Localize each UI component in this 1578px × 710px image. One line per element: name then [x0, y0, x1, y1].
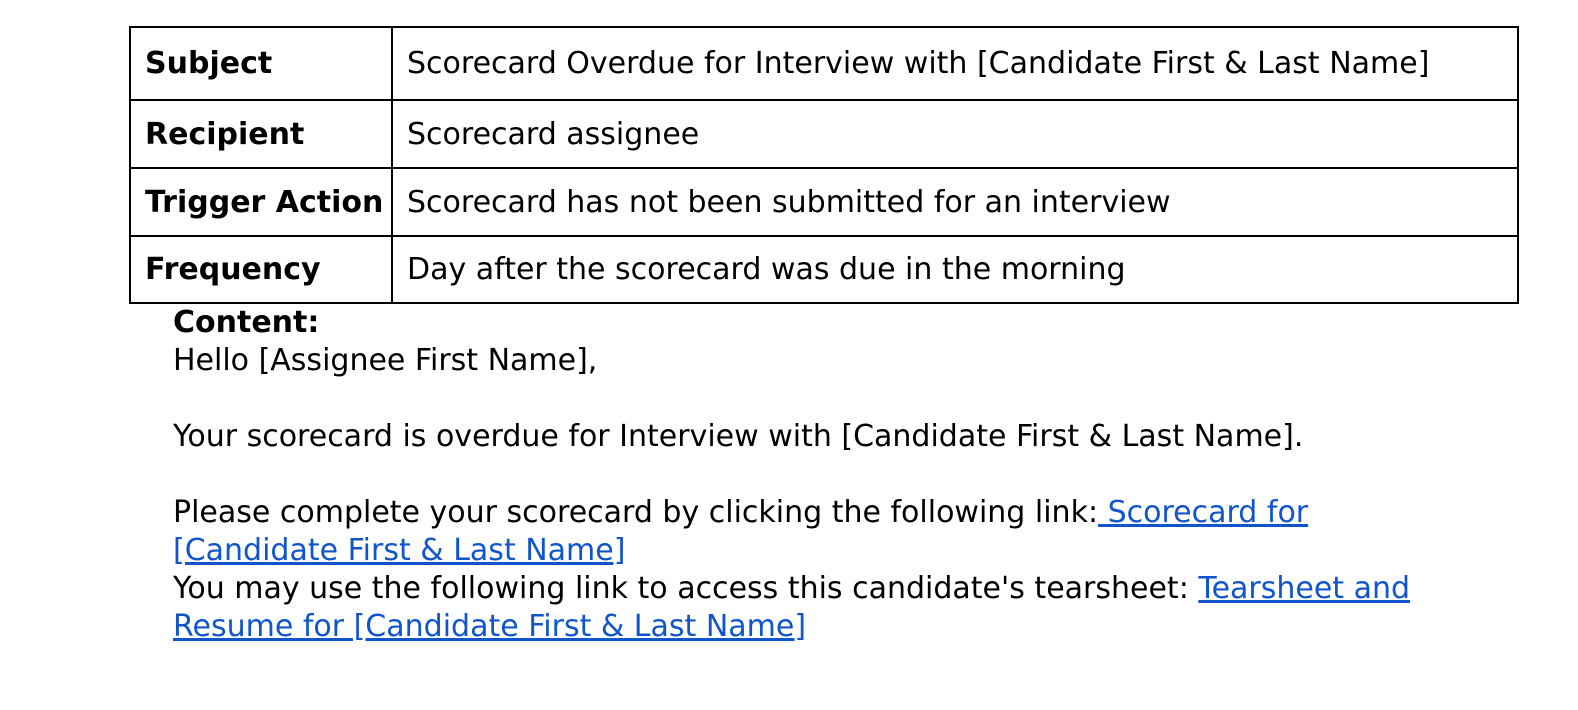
row-value-trigger-action: Scorecard has not been submitted for an interview [392, 168, 1518, 236]
scorecard-link-line2[interactable]: [Candidate First & Last Name] [173, 533, 626, 568]
table-row-trigger-action [130, 168, 1518, 236]
table-row-recipient [130, 100, 1518, 168]
blank-line [173, 456, 1513, 494]
row-label-frequency: Frequency [130, 236, 392, 303]
row-value-frequency: Day after the scorecard was due in the morning [392, 236, 1518, 303]
content-label: Content: [173, 305, 320, 340]
email-content [173, 304, 1513, 646]
overdue-text: Your scorecard is overdue for Interview with [Candidate First & Last Name]. [173, 419, 1304, 454]
row-value-recipient: Scorecard assignee [392, 100, 1518, 168]
row-label-subject: Subject [130, 27, 392, 100]
email-spec-table [129, 26, 1519, 304]
table-row-frequency [130, 236, 1518, 303]
blank-line [173, 380, 1513, 418]
tearsheet-link-line1[interactable]: Tearsheet and [1198, 571, 1411, 606]
complete-scorecard-text: Please complete your scorecard by clicking the following link: [173, 495, 1099, 530]
row-label-trigger-action: Trigger Action [130, 168, 392, 236]
row-value-subject: Scorecard Overdue for Interview with [Candidate First & Last Name] [392, 27, 1518, 100]
tearsheet-text: You may use the following link to access this candidate's tearsheet: [173, 571, 1199, 606]
complete-scorecard-paragraph [173, 494, 1513, 570]
row-label-recipient: Recipient [130, 100, 392, 168]
table-row-subject [130, 27, 1518, 100]
tearsheet-paragraph [173, 570, 1513, 646]
scorecard-link-line1[interactable]: Scorecard for [1098, 495, 1309, 530]
greeting-text: Hello [Assignee First Name], [173, 343, 598, 378]
tearsheet-link-line2[interactable]: Resume for [Candidate First & Last Name] [173, 609, 807, 644]
